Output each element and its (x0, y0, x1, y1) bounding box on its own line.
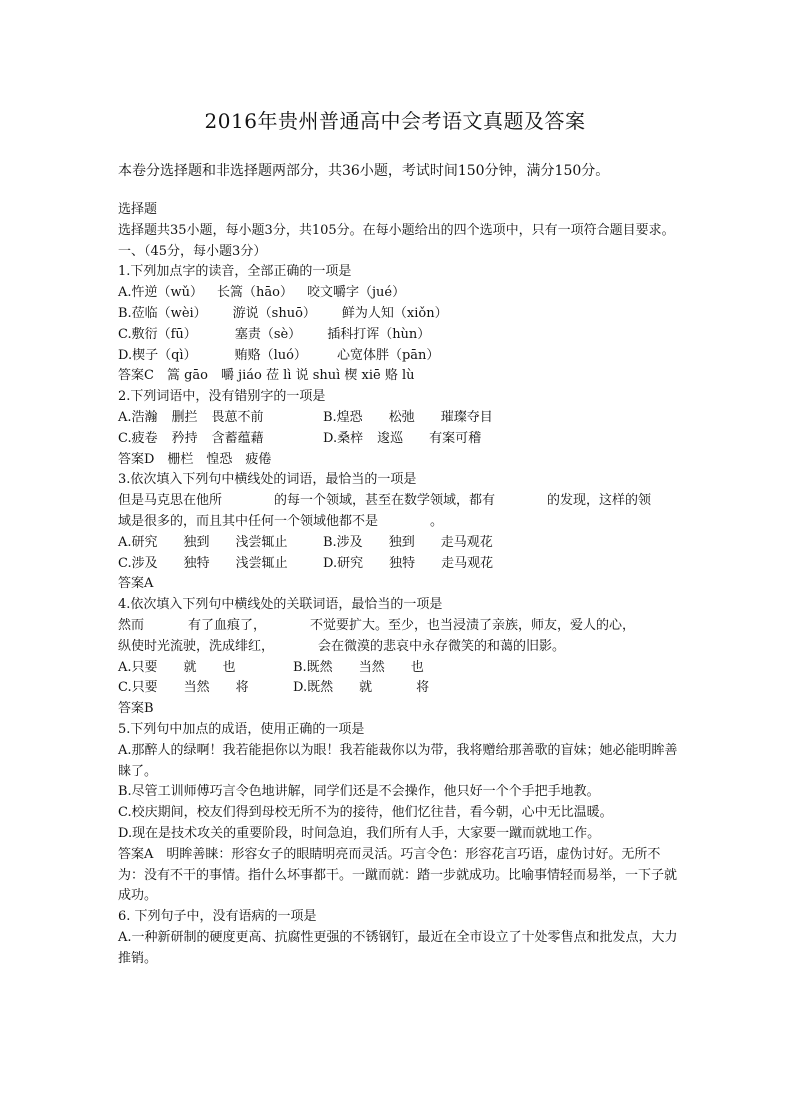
q3-options-cd (118, 554, 678, 575)
q3-option-a (118, 533, 323, 554)
q5-option-c: C.校庆期间，校友们得到母校无所不为的接待，他们忆往昔，看今朝，心中无比温暖。 (118, 805, 613, 821)
q4-d-3: 将 (416, 680, 430, 696)
q3-b-2: 独到 (388, 534, 415, 550)
q5-option-a: A.那醉人的绿啊！我若能挹你以为眼！我若能裁你以为带，我将赠给那善歌的盲妹；她必能明眸善睐了。 (118, 742, 678, 779)
q3-d-1: D.研究 (323, 555, 364, 571)
q4-p2-2: 会在微漠的悲哀中永存微笑的和蔼的旧影。 (318, 638, 566, 654)
q4-stem: 4.依次填入下列句中横线处的关联词语，最恰当的一项是 (118, 597, 443, 613)
q1-b-3: 鲜为人知（xiǒn） (341, 305, 448, 321)
q3-b-3: 走马观花 (440, 534, 493, 550)
q3-b-1: B.涉及 (323, 534, 363, 550)
q4-c-3: 将 (235, 680, 249, 696)
q1-option-d (118, 346, 678, 367)
q1-a-2: 长篙（hāo） (217, 285, 293, 301)
q1-d-3: 心宽体胖（pān） (336, 347, 440, 363)
q1-c-2: 塞责（sè） (234, 326, 302, 342)
q2-d-2: 逡巡 (377, 430, 404, 446)
q2-a-2: 删拦 (171, 409, 198, 425)
q2-d-1: D.桑梓 (323, 430, 364, 446)
q1-option-b (118, 304, 678, 325)
q4-d-2: 就 (359, 680, 373, 696)
q4-a-1: A.只要 (118, 659, 158, 675)
q2-a-1: A.浩瀚 (118, 409, 158, 425)
q5-option-b: B.尽管工训师傅巧言令色地讲解，同学们还是不会操作，他只好一个个手把手地教。 (118, 784, 600, 800)
q3-option-b (323, 535, 493, 550)
q4-option-d (293, 680, 429, 695)
q5-stem: 5.下列句中加点的成语，使用正确的一项是 (118, 721, 365, 737)
q3-d-2: 独特 (389, 555, 416, 571)
q4-b-1: B.既然 (293, 659, 333, 675)
q4-b-2: 当然 (358, 659, 385, 675)
q5-answer: 答案A 明眸善睐：形容女子的眼睛明亮而灵活。巧言令色：形容花言巧语，虚伪讨好。无所不为：没有不干的事情。指什么坏事都干。一蹴而就：踏一步就成功。比喻事情轻而易举，一下子就成功。 (118, 846, 678, 904)
q3-p2-2: 。 (430, 513, 444, 529)
part-heading: 一、（45分，每小题3分） (118, 243, 267, 259)
q2-d-3: 有案可稽 (429, 430, 482, 446)
q2-option-d (323, 431, 481, 446)
q3-d-3: 走马观花 (441, 555, 494, 571)
q2-c-2: 矜持 (171, 430, 198, 446)
q3-a-3: 浅尝辄止 (235, 534, 288, 550)
q3-c-3: 浅尝辄止 (235, 555, 288, 571)
q4-d-1: D.既然 (293, 680, 334, 696)
q3-passage-line2 (118, 512, 678, 533)
q4-option-b (293, 660, 424, 675)
q4-option-c (118, 678, 293, 699)
q1-stem: 1.下列加点字的读音，全部正确的一项是 (118, 264, 352, 280)
q4-b-3: 也 (410, 659, 424, 675)
question-content (118, 200, 678, 969)
q1-c-1: C.敷衍（fū） (118, 326, 197, 342)
q3-answer: 答案A (118, 576, 154, 592)
q3-p1-2: 的每一个领域，甚至在数学领域，都有 (274, 493, 496, 509)
q3-option-c (118, 554, 323, 575)
q1-b-1: B.莅临（wèi） (118, 305, 207, 321)
q4-a-2: 就 (183, 659, 197, 675)
q4-answer: 答案B (118, 701, 154, 717)
q2-c-3: 含蓄蕴藉 (211, 430, 264, 446)
q2-answer: 答案D 栅栏 惶恐 疲倦 (118, 451, 272, 467)
q4-option-a (118, 658, 293, 679)
q2-stem: 2.下列词语中，没有错别字的一项是 (118, 389, 326, 405)
q2-c-1: C.疲卷 (118, 430, 158, 446)
document-intro: 本卷分选择题和非选择题两部分，共36小题，考试时间150分钟，满分150分。 (118, 163, 610, 179)
q1-option-a (118, 283, 678, 304)
q2-option-a (118, 408, 323, 429)
q2-b-2: 松弛 (388, 409, 415, 425)
q4-p1-3: 不觉要扩大。至少，也当浸渍了亲族，师友，爱人的心， (310, 617, 636, 633)
q2-option-c (118, 429, 323, 450)
section-description: 选择题共35小题，每小题3分，共105分。在每小题给出的四个选项中，只有一项符合题目要求。 (118, 222, 675, 238)
q3-p1-3: 的发现，这样的领 (547, 493, 652, 509)
q1-answer: 答案C 篙 gāo 嚼 jiáo 莅 lì 说 shuì 楔 xiē 赂 lù (118, 368, 415, 384)
q3-c-2: 独特 (183, 555, 210, 571)
q2-options-ab (118, 408, 678, 429)
q4-p2-1: 纵使时光流驶，洗成绯红， (118, 638, 275, 654)
q3-p2-1: 域是很多的，而且其中任何一个领域他都不是 (118, 513, 379, 529)
q6-stem: 6. 下列句子中，没有语病的一项是 (118, 909, 317, 925)
q3-passage-line1 (118, 491, 678, 512)
q4-passage-line2 (118, 637, 678, 658)
q4-passage-line1 (118, 616, 678, 637)
q4-options-ab (118, 658, 678, 679)
q3-p1-1: 但是马克思在他所 (118, 493, 223, 509)
q5-option-d: D.现在是技术攻关的重要阶段，时间急迫，我们所有人手，大家要一蹴而就地工作。 (118, 825, 601, 841)
q3-stem: 3.依次填入下列句中横线处的词语，最恰当的一项是 (118, 472, 417, 488)
q4-c-2: 当然 (183, 680, 210, 696)
q1-a-1: A.忤逆（wǔ） (118, 285, 204, 301)
q2-a-3: 畏葸不前 (211, 409, 264, 425)
q4-p1-1: 然而 (118, 617, 145, 633)
q1-d-2: 贿赂（luó） (234, 347, 307, 363)
q3-a-2: 独到 (183, 534, 210, 550)
q2-b-3: 璀璨夺目 (440, 409, 493, 425)
q3-option-d (323, 556, 493, 571)
q1-b-2: 游说（shuō） (232, 305, 316, 321)
q2-b-1: B.煌恐 (323, 409, 363, 425)
q1-d-1: D.楔子（qì） (118, 347, 197, 363)
q4-a-3: 也 (222, 659, 236, 675)
q3-c-1: C.涉及 (118, 555, 158, 571)
section-heading: 选择题 (118, 202, 158, 217)
q1-c-3: 插科打诨（hùn） (327, 326, 431, 342)
document-title: 2016年贵州普通高中会考语文真题及答案 (204, 109, 586, 133)
q4-p1-2: 有了血痕了， (188, 617, 267, 633)
q3-options-ab (118, 533, 678, 554)
q6-option-a: A.一种新研制的硬度更高、抗腐性更强的不锈钢钉，最近在全市设立了十处零售点和批发点，大力推销。 (118, 929, 678, 966)
q2-options-cd (118, 429, 678, 450)
q4-options-cd (118, 678, 678, 699)
q4-c-1: C.只要 (118, 680, 158, 696)
q1-option-c (118, 325, 678, 346)
q2-option-b (323, 410, 493, 425)
q1-a-3: 咬文嚼字（jué） (306, 285, 406, 301)
q3-a-1: A.研究 (118, 534, 158, 550)
